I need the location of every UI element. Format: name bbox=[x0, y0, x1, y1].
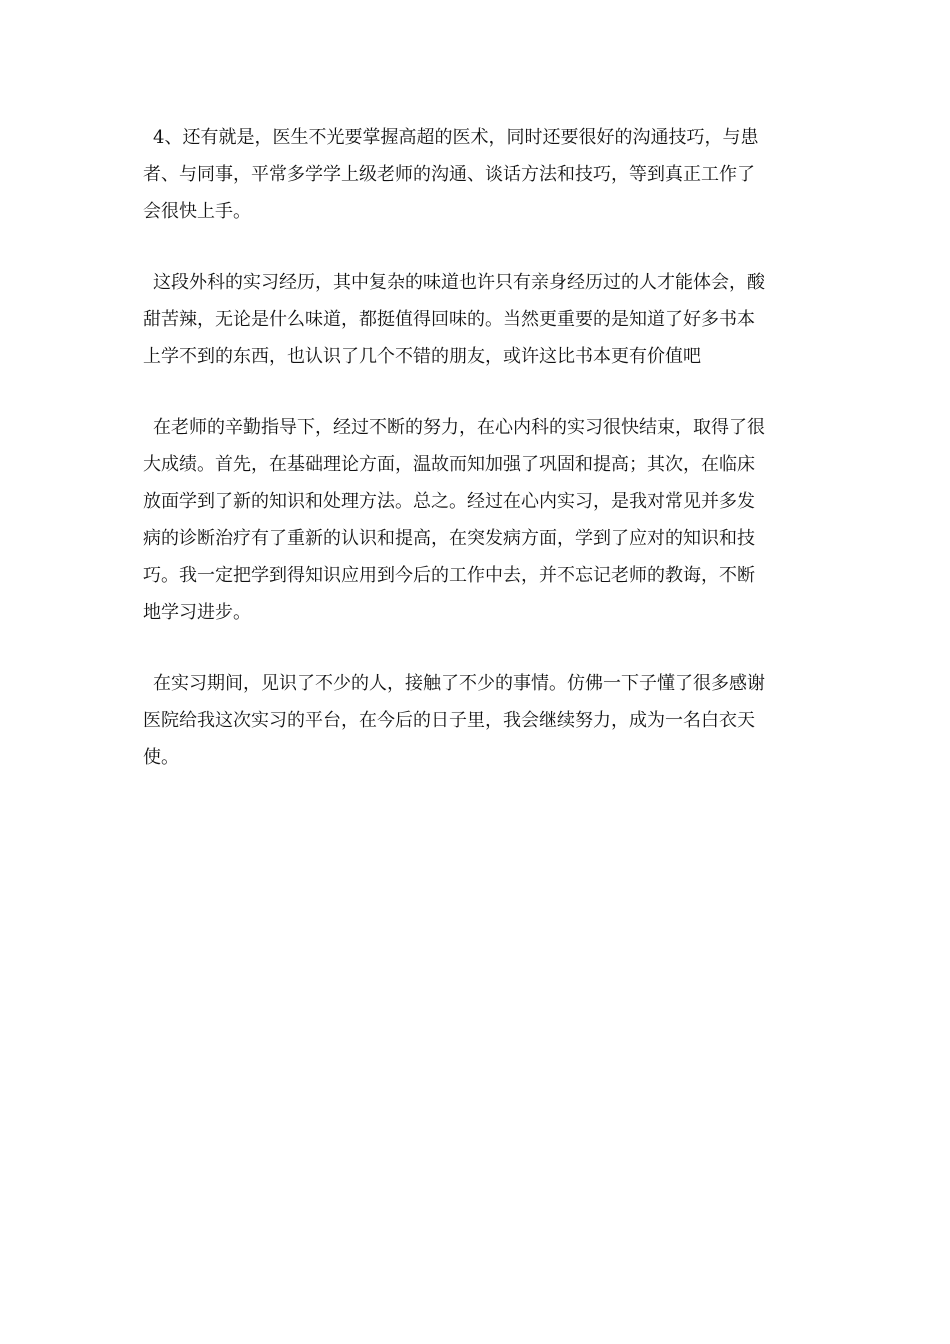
paragraph-line: 使。 bbox=[143, 747, 179, 768]
paragraph-line: 病的诊断治疗有了重新的认识和提高，在突发病方面，学到了应对的知识和技 bbox=[143, 528, 755, 549]
paragraph-line: 上学不到的东西，也认识了几个不错的朋友，或许这比书本更有价值吧 bbox=[143, 346, 701, 367]
paragraph-line: 医院给我这次实习的平台，在今后的日子里，我会继续努力，成为一名白衣天 bbox=[143, 710, 755, 731]
paragraph-surgery-experience bbox=[143, 264, 811, 375]
paragraph-communication-skills bbox=[143, 119, 811, 230]
paragraph-line: 地学习进步。 bbox=[143, 602, 251, 623]
paragraph-line: 在实习期间，见识了不少的人，接触了不少的事情。仿佛一下子懂了很多感谢 bbox=[153, 673, 765, 694]
paragraph-line: 放面学到了新的知识和处理方法。总之。经过在心内实习，是我对常见并多发 bbox=[143, 491, 755, 512]
paragraph-cardiology-internship bbox=[143, 409, 811, 631]
paragraph-line: 在老师的辛勤指导下，经过不断的努力，在心内科的实习很快结束，取得了很 bbox=[153, 417, 765, 438]
paragraph-line: 甜苦辣，无论是什么味道，都挺值得回味的。当然更重要的是知道了好多书本 bbox=[143, 309, 755, 330]
paragraph-closing-thanks bbox=[143, 665, 811, 776]
paragraph-line: 会很快上手。 bbox=[143, 201, 251, 222]
paragraph-line: 这段外科的实习经历，其中复杂的味道也许只有亲身经历过的人才能体会，酸 bbox=[153, 272, 765, 293]
paragraph-line: 者、与同事，平常多学学上级老师的沟通、谈话方法和技巧，等到真正工作了 bbox=[143, 164, 755, 185]
paragraph-line: 4、还有就是，医生不光要掌握高超的医术，同时还要很好的沟通技巧，与患 bbox=[153, 127, 759, 148]
paragraph-line: 巧。我一定把学到得知识应用到今后的工作中去，并不忘记老师的教诲，不断 bbox=[143, 565, 755, 586]
paragraph-line: 大成绩。首先，在基础理论方面，温故而知加强了巩固和提高；其次，在临床 bbox=[143, 454, 755, 475]
document-body bbox=[143, 119, 811, 810]
